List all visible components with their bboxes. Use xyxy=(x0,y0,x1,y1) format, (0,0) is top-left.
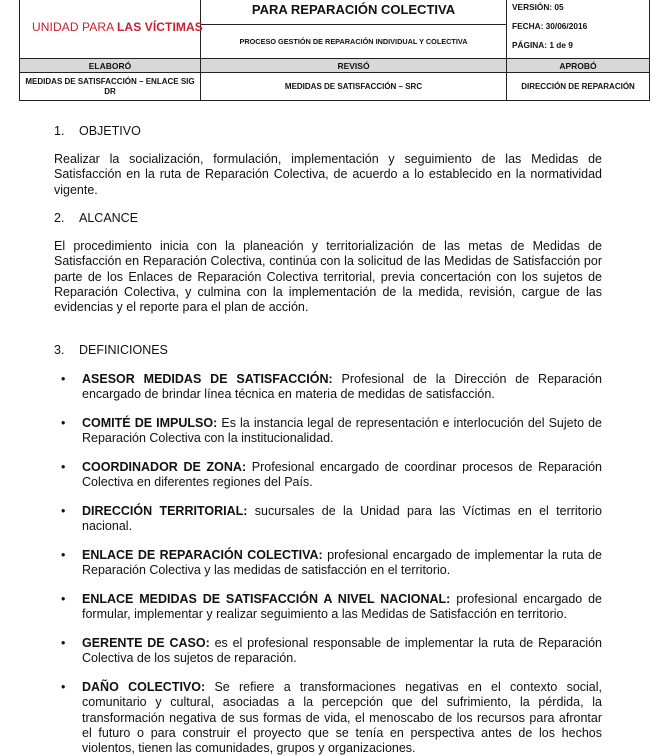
definition-item: • GERENTE DE CASO: es el profesional responsable de implementar la ruta de Reparación Colectiva de los sujetos de reparación. xyxy=(61,636,602,666)
page-label: PÁGINA: 1 de 9 xyxy=(512,40,573,50)
logo-cell xyxy=(20,0,201,59)
column-header-elaboro: ELABORÓ xyxy=(20,59,201,73)
definition-item: • COORDINADOR DE ZONA: Profesional encargado de coordinar procesos de Reparación Colectiva en diferentes regiones del País. xyxy=(61,460,603,490)
document-metadata xyxy=(507,0,650,59)
version-label: VERSIÓN: 05 xyxy=(512,2,564,12)
definition-item: • COMITÉ DE IMPULSO: Es la instancia legal de representación e interlocución del Sujeto de Reparación Colectiva con la institucionalidad. xyxy=(61,416,603,446)
document-header xyxy=(19,0,649,101)
definition-item: • ENLACE MEDIDAS DE SATISFACCIÓN A NIVEL NACIONAL: profesional encargado de formular, implementar y realizar seguimiento a las Medidas de Satisfacción en territorio. xyxy=(61,592,602,622)
definition-item: • DIRECCIÓN TERRITORIAL: sucursales de la Unidad para las Víctimas en el territorio nacional. xyxy=(61,504,602,534)
column-header-aprobo: APROBÓ xyxy=(507,59,650,73)
process-name: PROCESO GESTIÓN DE REPARACIÓN INDIVIDUAL Y COLECTIVA xyxy=(201,25,507,59)
section-heading-alcance: 2. ALCANCE xyxy=(54,211,139,225)
date-label: FECHA: 30/06/2016 xyxy=(512,21,588,31)
section-heading-definiciones: 3. DEFINICIONES xyxy=(54,343,168,357)
elaboro-value: MEDIDAS DE SATISFACCIÓN – ENLACE SIG DR xyxy=(20,73,201,101)
objetivo-paragraph: Realizar la socialización, formulación, implementación y seguimiento de las Medidas de Satisfacción en la ruta de Reparación Colectiva, de acuerdo a lo establecido en la normatividad vigente. xyxy=(54,152,602,197)
column-header-reviso: REVISÓ xyxy=(201,59,507,73)
section-heading-objetivo: 1. OBJETIVO xyxy=(54,124,141,138)
document-title: PARA REPARACIÓN COLECTIVA xyxy=(201,0,507,25)
definition-item: • ASESOR MEDIDAS DE SATISFACCIÓN: Profesional de la Dirección de Reparación encargado de brindar línea técnica en materia de medidas de satisfacción. xyxy=(61,372,602,402)
unidad-victimas-logo: UNIDAD PARA LAS VÍCTIMAS xyxy=(20,15,200,39)
aprobo-value: DIRECCIÓN DE REPARACIÓN xyxy=(507,73,650,101)
reviso-value: MEDIDAS DE SATISFACCIÓN – SRC xyxy=(201,73,507,101)
alcance-paragraph: El procedimiento inicia con la planeación y territorialización de las metas de Medidas de Satisfacción en Reparación Colectiva, continúa con la solicitud de las Medidas de Satisfacción por parte de los Enlaces de Reparación Colectiva territorial, previa concertación con los sujetos de Reparación Colectiva, y culmina con la implementación de la medida, revisión, cargue de las evidencias y el reporte para el plan de acción. xyxy=(54,239,602,315)
definition-item: • ENLACE DE REPARACIÓN COLECTIVA: profesional encargado de implementar la ruta de Reparación Colectiva y las medidas de satisfacción en el territorio. xyxy=(61,548,602,578)
definition-item: • DAÑO COLECTIVO: Se refiere a transformaciones negativas en el contexto social, comunitario y cultural, asociadas a la percepción que del sufrimiento, la pérdida, la transformación negativa de sus formas de vida, el menoscabo de los recursos para afrontar el futuro o para construir el proyecto que se tenía en perspectiva antes de los hechos violentos, tienen las comunidades, grupos y organizaciones. xyxy=(61,680,603,756)
